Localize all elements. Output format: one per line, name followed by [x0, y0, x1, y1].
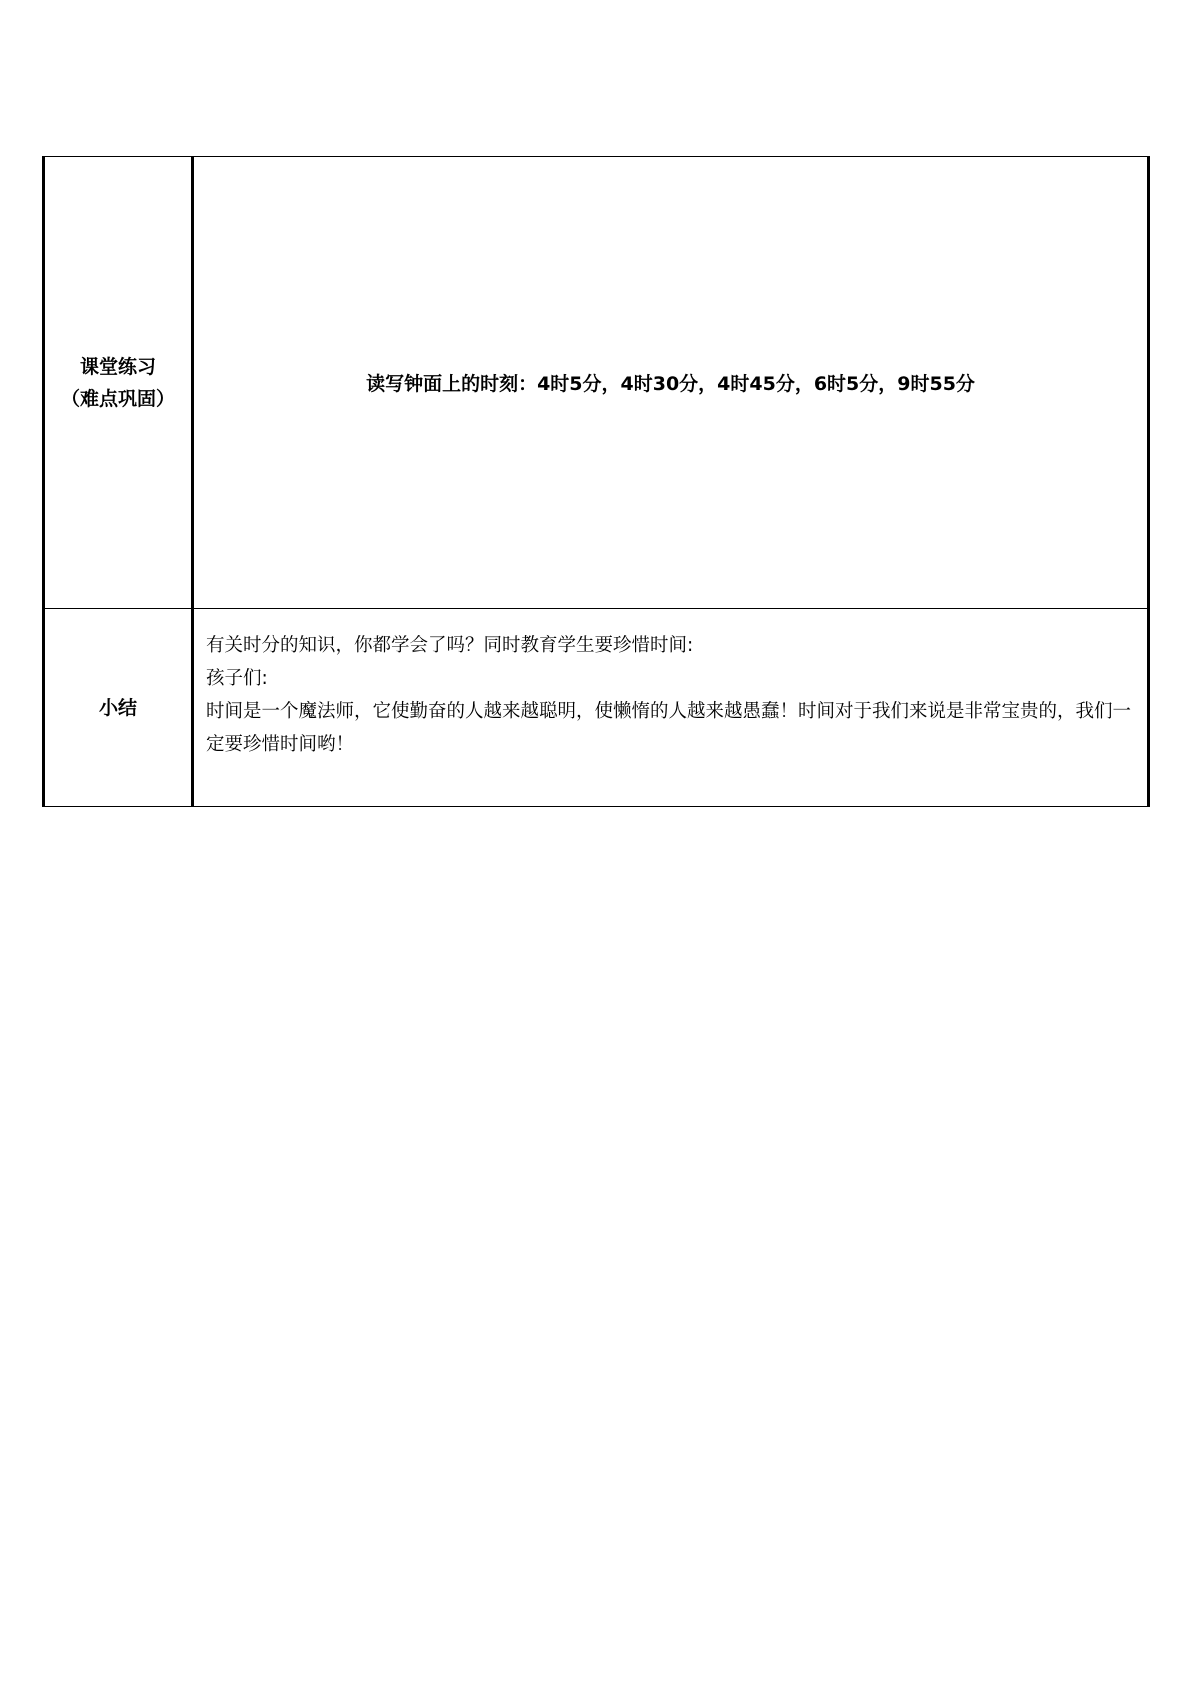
summary-label-cell	[44, 609, 193, 807]
summary-greeting-text: 孩子们:	[206, 668, 268, 689]
summary-time-message-text: 时间是一个魔法师，它使勤奋的人越来越聪明，使懒惰的人越来越愚蠢！时间对于我们来说是非常宝贵的，我们一定要珍惜时间哟！	[206, 701, 1132, 755]
classroom-practice-label: 课堂练习	[79, 355, 156, 378]
classroom-practice-label-cell	[44, 157, 193, 609]
summary-label: 小结	[98, 696, 137, 719]
classroom-practice-row	[44, 157, 1149, 609]
classroom-practice-content-cell	[193, 157, 1149, 609]
summary-content-cell	[193, 609, 1149, 807]
summary-question-text: 有关时分的知识，你都学会了吗？同时教育学生要珍惜时间:	[206, 635, 694, 656]
clock-reading-exercise-text: 读写钟面上的时刻：4时5分，4时30分，4时45分，6时5分，9时55分	[366, 373, 975, 395]
difficulty-consolidation-label: （难点巩固）	[60, 387, 175, 410]
summary-row	[44, 609, 1149, 807]
lesson-plan-table	[42, 156, 1150, 807]
